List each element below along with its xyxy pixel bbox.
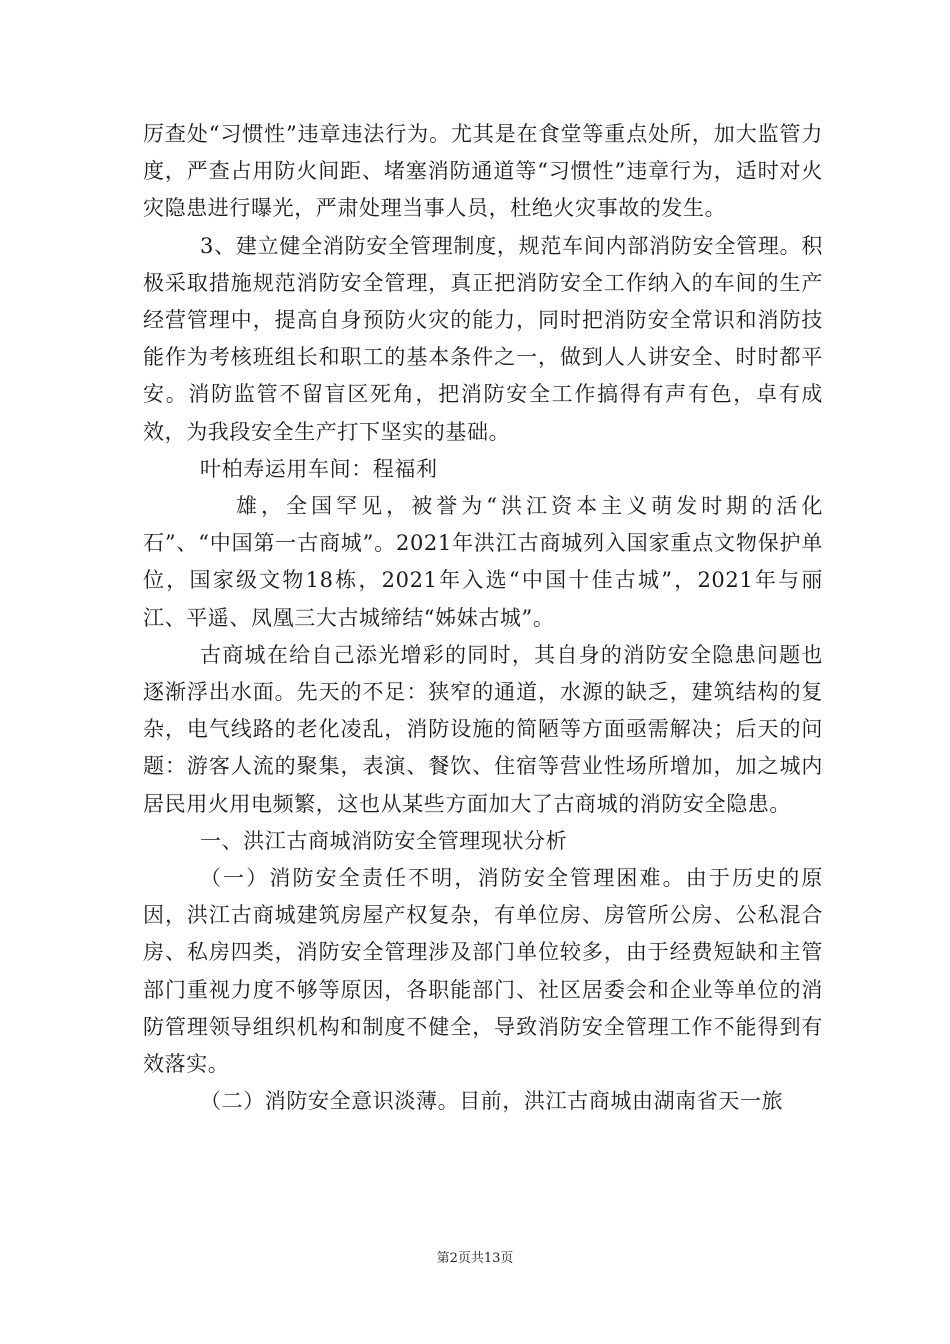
paragraph-hidden-dangers: 古商城在给自己添光增彩的同时，其自身的消防安全隐患问题也逐渐浮出水面。先天的不足：狭窄的通道，水源的缺乏，建筑结构的复杂，电气线路的老化凌乱，消防设施的简陋等方面亟需解决；后天的问题：游客人流的聚集，表演、餐饮、住宿等营业性场所增加，加之城内居民用火用电频繁，这也从某些方面加大了古商城的消防安全隐患。 <box>143 642 823 816</box>
paragraph-awareness-weak: （二）消防安全意识淡薄。目前，洪江古商城由湖南省天一旅 <box>200 1089 784 1114</box>
paragraph-ancient-city-intro: 雄，全国罕见，被誉为“洪江资本主义萌发时期的活化石”、“中国第一古商城”。2021年洪江古商城列入国家重点文物保护单位，国家级文物18栋，2021年入选“中国十佳古城”，2021年与丽江、平遥、凤凰三大古城缔结“姊妹古城”。 <box>143 494 823 630</box>
paragraph-author-signature: 叶柏寿运用车间：程福利 <box>200 456 438 481</box>
paragraph-fire-safety-system: 3、建立健全消防安全管理制度，规范车间内部消防安全管理。积极采取措施规范消防安全管理，真正把消防安全工作纳入的车间的生产经营管理中，提高自身预防火灾的能力，同时把消防安全常识和消防技能作为考核班组长和职工的基本条件之一，做到人人讲安全、时时都平安。消防监管不留盲区死角，把消防安全工作搞得有声有色，卓有成效，为我段安全生产打下坚实的基础。 <box>143 233 823 444</box>
paragraph-violation-checks: 厉查处“习惯性”违章违法行为。尤其是在食堂等重点处所，加大监管力度，严查占用防火间距、堵塞消防通道等“习惯性”违章行为，适时对火灾隐患进行曝光，严肃处理当事人员，杜绝火灾事故的发生。 <box>143 122 823 221</box>
paragraph-responsibility-unclear: （一）消防安全责任不明，消防安全管理困难。由于历史的原因，洪江古商城建筑房屋产权复杂，有单位房、房管所公房、公私混合房、私房四类，消防安全管理涉及部门单位较多，由于经费短缺和主管部门重视力度不够等原因，各职能部门、社区居委会和企业等单位的消防管理领导组织机构和制度不健全，导致消防安全管理工作不能得到有效落实。 <box>143 866 823 1077</box>
section-heading-analysis: 一、洪江古商城消防安全管理现状分析 <box>200 828 568 853</box>
document-body <box>143 116 823 1120</box>
page-number-footer: 第2页共13页 <box>436 1251 514 1266</box>
